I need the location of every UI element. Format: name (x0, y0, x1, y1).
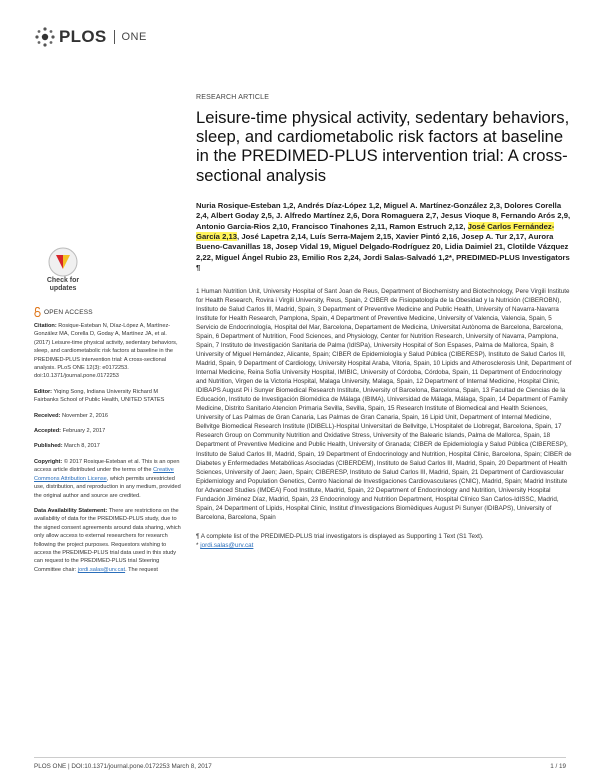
editor-label: Editor: (34, 388, 53, 395)
author-list (196, 201, 572, 274)
published-block (34, 442, 182, 450)
data-availability-block (34, 507, 182, 574)
footer-rule (34, 757, 566, 758)
investigators-note: ¶ A complete list of the PREDIMED-PLUS trial investigators is displayed as Supporting 1 Text (S1 Text). (196, 532, 484, 540)
data-availability-label: Data Availability Statement: (34, 507, 108, 514)
article-main (196, 94, 572, 550)
data-contact-email-link[interactable]: jordi.salas@urv.cat (77, 566, 126, 573)
citation-label: Citation: (34, 323, 57, 329)
check-updates-line1: Check for (46, 277, 80, 284)
affiliations: 1 Human Nutrition Unit, University Hospital of Sant Joan de Reus, Department of Biochemistry and Biotechnology, Pere Virgili Institute for Health Research, Rovira i Virgili University, Reus, Spain, 2 CIBER de Fisiopatología de la Obesidad y la Nutrición (CIBEROBN), Instituto de Salud Carlos III, Madrid, Spain, 3 Department of Preventive Medicine and Public Health, University of Navarra-Navarra Institute for Health Research, Pamplona, Spain, 4 Department of Preventive Medicine, University of Valencia, Valencia, Spain, 5 Servicio de Endocrinología, Hospital del Mar, Barcelona, Departament de Medicina, Universitat Autònoma de Barcelona, Barcelona, Spain, 6 Department of Nutrition, Food Sciences, and Physiology, Center for Nutrition Research, University of Navarra, Pamplona, Spain, 7 Instituto de Investigación Sanitaria de Palma (IdISPa), University Hospital of Son Espases, Palma de Mallorca, Spain, 8 University of Miguel Hernández, Alicante, Spain; CIBER de Epidemiología y Salud Pública (CIBERESP), Instituto de Salud Carlos III, Madrid, Spain, 9 Department of Cardiology, University Hospital Araba, Vitoria, Spain, 10 Lipids and Atherosclerosis Unit, Department of Internal Medicine, Reina Sofía University Hospital, IMIBIC, University of Córdoba, Córdoba, Spain, 11 Department of Endocrinology and Nutrition, Virgen de la Victoria Hospital, Malaga University, Malaga, Spain, 12 Department of Internal Medicine, Hospital Clinic, IDIBAPS August Pi i Sunyer Biomedical Research Institute, University of Barcelona, Barcelona, Spain, 13 Facultad de Ciencias de la Educación, Instituto de Investigación Biomédica de Málaga (IBIMA), Universidad de Málaga, Málaga, Spain, 14 Department of Family Medicine, Distrito Sanitario Atencion Primaria Sevilla, Sevilla, Spain, 15 Research Institute of Biomedical and Health Sciences, University of Las Palmas de Gran Canaria, Las Palmas de Gran Canaria, Spain, 16 Lipid Unit, Department of Internal Medicine, Bellvitge Biomedical Research Institute (IDIBELL)-Hospital Universitari de Bellvitge, L'Hospitalet de Llobregat, Barcelona, Spain, 17 Research Group on Community Nutrition and Oxidative Stress, University of the Balearic Islands, Palma de Mallorca, Spain, 18 Department of Preventive Medicine and Public Health, University of Granada; CIBER de Epidemiología y Salud Pública (CIBERESP), Instituto de Salud Carlos III, Madrid, Spain, 19 Department of Endocrinology and Nutrition, Hospital Clinic, Barcelona, Spain; CIBER de Diabetes y Enfermedades Metabólicas Asociadas (CIBERDEM), Instituto de Salud Carlos III, Madrid, Spain, 20 Department of Health Sciences, University of Jaen; Jaen, Spain; CIBERESP, Instituto de Salud Carlos III, Madrid, Spain, 21 Department of Cardiovascular Epidemiology and Population Genetics, Centro Nacional de Investigaciones Cardiovasculares (CNIC), Madrid, Spain; Madrid Institute for Advanced Studies (IMDEA) Food Institute, Madrid, Spain, 22 Department of Endocrinology and Nutrition, University Hospital Fundación Jiménez Díaz, Madrid, Spain, 23 Endocrinology and Nutrition Department, Hospital Clínico San Carlos-IdISSC, Madrid, Spain, 24 Department of Lipids, Hospital Clinic, Institut d'Investigacions Biomèdiques August Pi Sunyer (IDIBAPS), University of Barcelona, Barcelona, Spain (196, 287, 572, 521)
accepted-date: February 2, 2017 (61, 428, 106, 435)
editor-block (34, 388, 182, 405)
logo-plos-text: PLOS (59, 27, 107, 46)
received-label: Received: (34, 412, 61, 419)
corresponding-email-link[interactable]: jordi.salas@urv.cat (200, 541, 254, 549)
open-access-text: OPEN ACCESS (44, 308, 93, 316)
citation-text: Rosique-Esteban N, Díaz-López A, Martínez-González MA, Corella D, Goday A, Martínez JA, et al. (2017) Leisure-time physical activity, sedentary behaviors, sleep, and cardiometabolic risk factors at baseline in the PREDIMED-PLUS intervention trial: A cross-sectional analysis. PLoS ONE 12(3): e0172253. doi:10.1371/journal.pone.0172253 (34, 323, 178, 380)
published-label: Published: (34, 443, 63, 450)
plos-logo[interactable] (34, 26, 147, 48)
page-number: 1 / 19 (550, 763, 566, 770)
article-type: RESEARCH ARTICLE (196, 94, 270, 101)
author-notes (196, 532, 572, 550)
logo-separator (114, 30, 115, 44)
copyright-block (34, 458, 182, 500)
accepted-block (34, 427, 182, 435)
copyright-text-1: © 2017 Rosique-Esteban et al. This is an open access article distributed under the terms of the (34, 458, 180, 474)
editor-text: Yiqing Song, Indiana University Richard M Fairbanks School of Public Health, UNITED STATES (34, 388, 165, 404)
footer-citation: PLOS ONE | DOI:10.1371/journal.pone.0172253 March 8, 2017 (34, 763, 212, 770)
citation-block (34, 322, 182, 381)
check-updates-line2: updates (49, 285, 77, 292)
article-title: Leisure-time physical activity, sedentary behaviors, sleep, and cardiometabolic risk factors at baseline in the PREDIMED-PLUS intervention trial: A cross-sectional analysis (196, 108, 570, 185)
data-availability-tail: . The request (125, 566, 158, 573)
logo-one-text: ONE (121, 31, 147, 43)
copyright-text-2: , which permits unrestricted use, distribution, and reproduction in any medium, provided the original author and source are credited. (34, 475, 181, 499)
check-for-updates-badge[interactable] (40, 247, 86, 293)
corresponding-note (196, 541, 572, 550)
accepted-label: Accepted: (34, 428, 62, 435)
highlighted-author[interactable]: José Carlos Fernández-García 2,13 (196, 221, 555, 242)
corresponding-mark: * (196, 541, 201, 549)
published-date: March 8, 2017 (62, 443, 100, 450)
data-availability-text: There are restrictions on the availability of data for the PREDIMED-PLUS study, due to the signed consent agreements around data sharing, which only allow access to external researchers for research following the project purposes. Requestors wishing to access the PREDIMED-PLUS trial data used in this study can request to the PREDIMED-PLUS trial Steering Committee chair: (34, 507, 181, 573)
check-updates-icon (48, 247, 78, 277)
received-block (34, 412, 182, 420)
authors-part-1: Nuria Rosique-Esteban 1,2, Andrés Díaz-López 1,2, Miguel A. Martínez-González 2,3, Dolores Corella 2,4, Albert Goday 2,5, J. Alfredo Martínez 2,6, Dora Romaguera 2,7, Jesus Vioque 8, Fernando Arós 2,9, Antonio Garcia-Rios 2,10, Francisco Tinahones 2,11, Ramon Estruch 2,12, (196, 200, 571, 231)
received-date: November 2, 2016 (60, 412, 109, 419)
cc-license-link[interactable]: Creative Commons Attribution License (34, 467, 174, 482)
authors-part-2: , José Lapetra 2,14, Luís Serra-Majem 2,15, Xavier Pintó 2,16, Josep A. Tur 2,17, Aurora Bueno-Cavanillas 18, Josep Vidal 19, Miguel Delgado-Rodríguez 20, Lidia Daimiel 21, Clotilde Vázquez 2,22, Miguel Ángel Rubio 23, Emilio Ros 2,24, Jordi Salas-Salvadó 1,2*, PREDIMED-PLUS Investigators ¶ (196, 232, 570, 273)
article-info-sidebar (34, 322, 182, 581)
open-access-label (34, 307, 93, 317)
plos-logo-icon (34, 26, 56, 48)
copyright-label: Copyright: (34, 458, 63, 465)
open-lock-icon (34, 307, 41, 317)
